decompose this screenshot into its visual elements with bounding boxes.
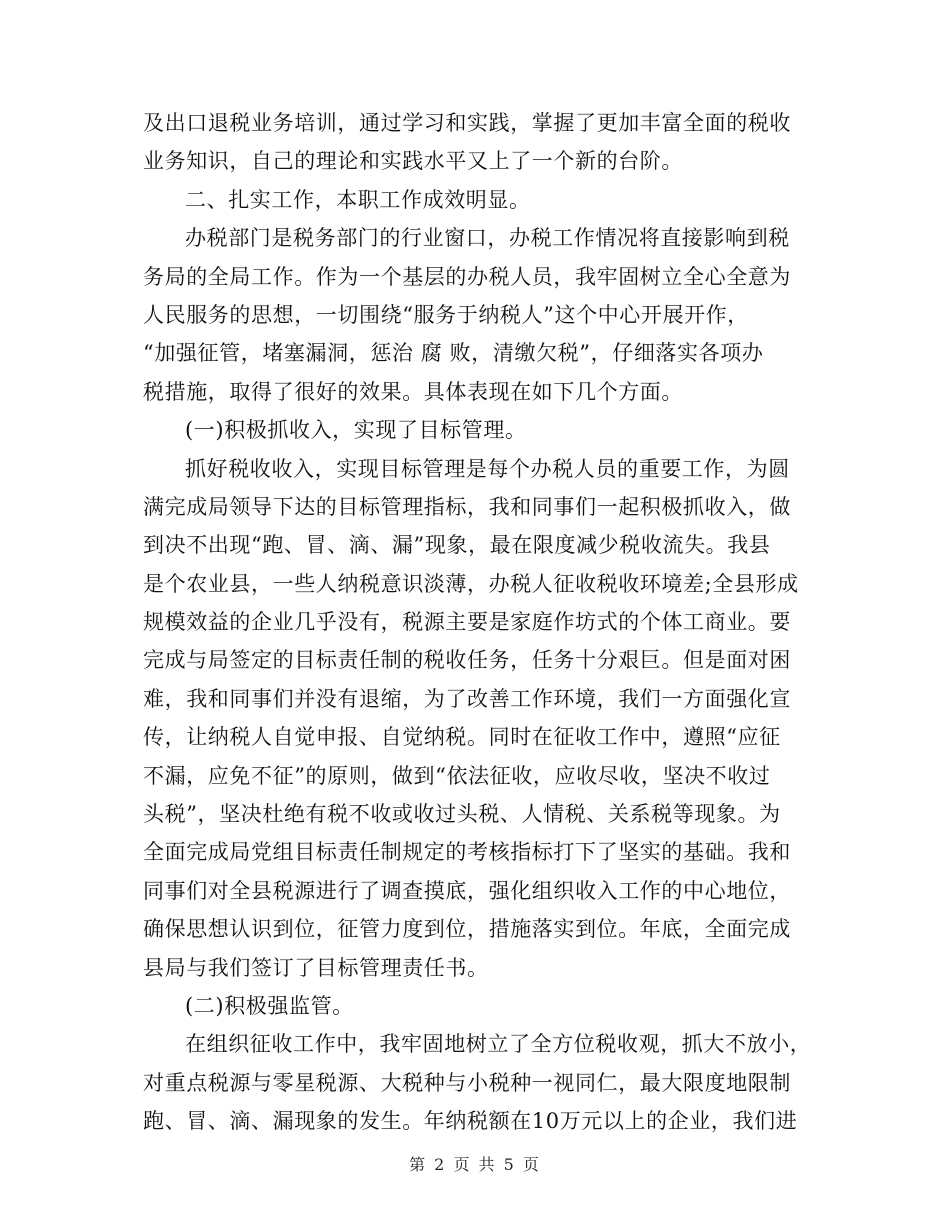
text-line: 县局与我们签订了目标管理责任书。 <box>143 955 489 980</box>
text-line: 难，我和同事们并没有退缩，为了改善工作环境，我们一方面强化宣 <box>143 686 791 711</box>
text-line: 同事们对全县税源进行了调查摸底，强化组织收入工作的中心地位， <box>143 878 791 903</box>
text-line: 到决不出现“跑、冒、滴、漏”现象，最在限度减少税收流失。我县 <box>143 533 771 558</box>
text-line: (二)积极强监管。 <box>185 993 354 1018</box>
text-line: 二、扎实工作，本职工作成效明显。 <box>185 187 531 212</box>
text-line: 务局的全局工作。作为一个基层的办税人员，我牢固树立全心全意为 <box>143 264 791 289</box>
text-line: 跑、冒、滴、漏现象的发生。年纳税额在10万元以上的企业，我们进 <box>143 1109 798 1134</box>
text-line: 抓好税收收入，实现目标管理是每个办税人员的重要工作，为圆 <box>185 456 790 481</box>
text-line: 不漏，应免不征”的原则，做到“依法征收，应收尽收，坚决不收过 <box>143 763 771 788</box>
text-line: 是个农业县，一些人纳税意识淡薄，办税人征收税收环境差;全县形成 <box>143 571 799 596</box>
text-line: 在组织征收工作中，我牢固地树立了全方位税收观，抓大不放小， <box>185 1032 812 1057</box>
document-body <box>143 104 812 1141</box>
text-line: 完成与局签定的目标责任制的税收任务，任务十分艰巨。但是面对困 <box>143 648 791 673</box>
text-line: 及出口退税业务培训，通过学习和实践，掌握了更加丰富全面的税收 <box>143 111 791 135</box>
page-number-footer: 第 2 页 共 5 页 <box>409 1155 541 1174</box>
text-line: 传，让纳税人自觉申报、自觉纳税。同时在征收工作中，遵照“应征 <box>143 725 781 750</box>
text-line: “加强征管，堵塞漏洞，惩治 腐 败，清缴欠税”，仔细落实各项办 <box>143 341 764 366</box>
text-line: 全面完成局党组目标责任制规定的考核指标打下了坚实的基础。我和 <box>143 840 791 865</box>
text-line: 规模效益的企业几乎没有，税源主要是家庭作坊式的个体工商业。要 <box>143 610 791 635</box>
text-line: (一)积极抓收入，实现了目标管理。 <box>185 418 527 443</box>
text-line: 头税”，坚决杜绝有税不收或收过头税、人情税、关系税等现象。为 <box>143 802 781 827</box>
text-line: 满完成局领导下达的目标管理指标，我和同事们一起积极抓收入，做 <box>143 494 791 519</box>
text-line: 确保思想认识到位，征管力度到位，措施落实到位。年底，全面完成 <box>143 917 791 942</box>
text-line: 税措施，取得了很好的效果。具体表现在如下几个方面。 <box>143 379 683 404</box>
text-line: 人民服务的思想，一切围绕“服务于纳税人”这个中心开展开作， <box>143 302 749 327</box>
text-line: 办税部门是税务部门的行业窗口，办税工作情况将直接影响到税 <box>185 226 790 251</box>
text-line: 对重点税源与零星税源、大税种与小税种一视同仁，最大限度地限制 <box>143 1070 791 1095</box>
text-line: 业务知识，自己的理论和实践水平又上了一个新的台阶。 <box>143 149 683 174</box>
